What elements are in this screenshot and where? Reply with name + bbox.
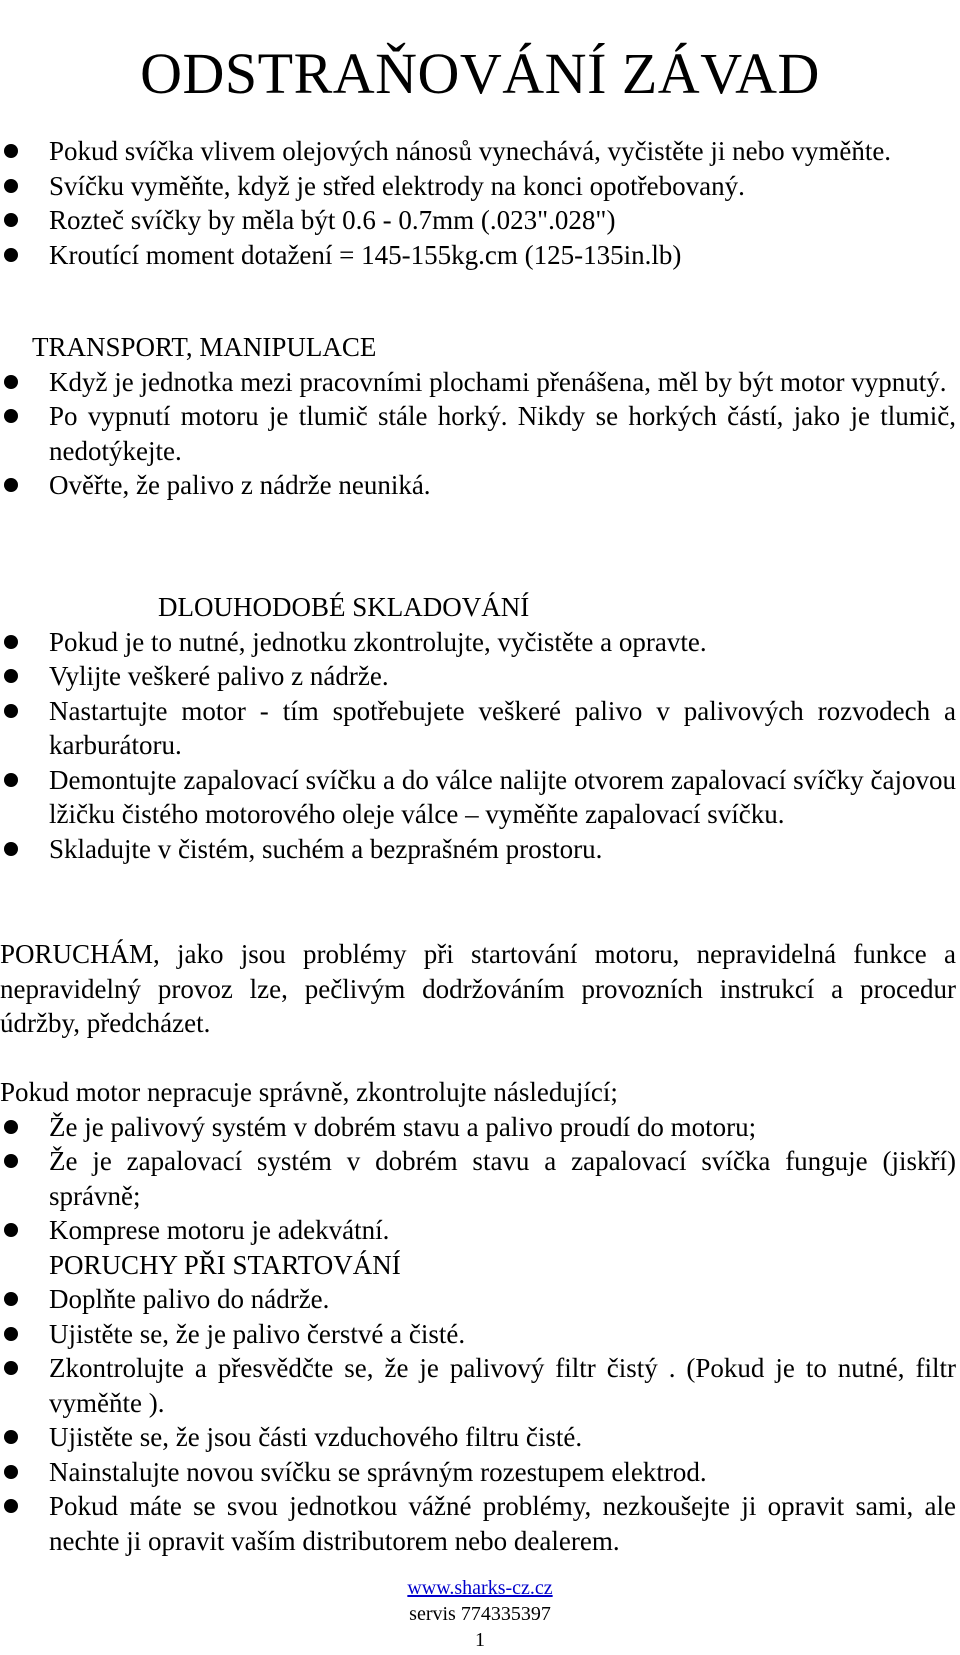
bullet-icon <box>4 1223 18 1237</box>
bullet-icon <box>4 478 18 492</box>
check-intro: Pokud motor nepracuje správně, zkontrolujte následující; <box>0 1077 618 1107</box>
list-item: Ověřte, že palivo z nádrže neuniká. <box>0 468 960 503</box>
start-list <box>0 1282 960 1558</box>
bullet-icon <box>4 248 18 262</box>
spark-plug-section <box>0 134 960 272</box>
bullet-icon <box>4 179 18 193</box>
bullet-icon <box>4 842 18 856</box>
list-item: Že je palivový systém v dobrém stavu a palivo proudí do motoru; <box>0 1110 960 1145</box>
spark-plug-list <box>0 134 960 272</box>
storage-section <box>0 590 960 866</box>
bullet-icon <box>4 1430 18 1444</box>
check-list <box>0 1110 960 1248</box>
bullet-icon <box>4 1154 18 1168</box>
list-item: Skladujte v čistém, suchém a bezprašném prostoru. <box>0 832 960 867</box>
list-item: Když je jednotka mezi pracovními plochami přenášena, měl by být motor vypnutý. <box>0 365 960 400</box>
list-item: Nastartujte motor - tím spotřebujete veškeré palivo v palivových rozvodech a karburátoru. <box>0 694 960 763</box>
list-item: Kroutící moment dotažení = 145-155kg.cm (125-135in.lb) <box>0 238 960 273</box>
faults-paragraph: PORUCHÁM, jako jsou problémy při startování motoru, nepravidelná funkce a nepravidelný provoz lze, pečlivým dodržováním provozních instrukcí a procedur údržby, předcházet. <box>0 939 956 1038</box>
list-item: Vylijte veškeré palivo z nádrže. <box>0 659 960 694</box>
faults-section <box>0 937 960 1041</box>
bullet-icon <box>4 1120 18 1134</box>
bullet-icon <box>4 144 18 158</box>
bullet-icon <box>4 635 18 649</box>
bullet-icon <box>4 409 18 423</box>
website-link[interactable]: www.sharks-cz.cz <box>407 1577 553 1599</box>
list-item: Nainstalujte novou svíčku se správným rozestupem elektrod. <box>0 1455 960 1490</box>
transport-list <box>0 365 960 503</box>
bullet-icon <box>4 773 18 787</box>
bullet-icon <box>4 1327 18 1341</box>
storage-heading: DLOUHODOBÉ SKLADOVÁNÍ <box>158 592 530 622</box>
transport-heading: TRANSPORT, MANIPULACE <box>32 332 377 362</box>
bullet-icon <box>4 704 18 718</box>
list-item: Ujistěte se, že jsou části vzduchového filtru čisté. <box>0 1420 960 1455</box>
bullet-icon <box>4 1465 18 1479</box>
bullet-icon <box>4 669 18 683</box>
list-item: Zkontrolujte a přesvědčte se, že je palivový filtr čistý . (Pokud je to nutné, filtr vyměňte ). <box>0 1351 960 1420</box>
list-item: Po vypnutí motoru je tlumič stále horký. Nikdy se horkých částí, jako je tlumič, nedotýkejte. <box>0 399 960 468</box>
page-number: 1 <box>475 1629 485 1651</box>
page-title: ODSTRAŇOVÁNÍ ZÁVAD <box>140 40 820 106</box>
list-item: Rozteč svíčky by měla být 0.6 - 0.7mm (.023".028") <box>0 203 960 238</box>
check-section <box>0 1075 960 1558</box>
list-item: Pokud je to nutné, jednotku zkontrolujte, vyčistěte a opravte. <box>0 625 960 660</box>
list-item: Doplňte palivo do nádrže. <box>0 1282 960 1317</box>
list-item: Že je zapalovací systém v dobrém stavu a zapalovací svíčka funguje (jiskří) správně; <box>0 1144 960 1213</box>
bullet-icon <box>4 213 18 227</box>
bullet-icon <box>4 1361 18 1375</box>
storage-list <box>0 625 960 867</box>
list-item: Pokud máte se svou jednotkou vážné problémy, nezkoušejte ji opravit sami, ale nechte ji opravit vaším distributorem nebo dealerem. <box>0 1489 960 1558</box>
list-item: Demontujte zapalovací svíčku a do válce nalijte otvorem zapalovací svíčky čajovou lžičku čistého motorového oleje válce – vyměňte zapalovací svíčku. <box>0 763 960 832</box>
list-item: Pokud svíčka vlivem olejových nánosů vynechává, vyčistěte ji nebo vyměňte. <box>0 134 960 169</box>
bullet-icon <box>4 1292 18 1306</box>
transport-section <box>0 330 960 503</box>
bullet-icon <box>4 375 18 389</box>
list-item: Svíčku vyměňte, když je střed elektrody na konci opotřebovaný. <box>0 169 960 204</box>
list-item: Komprese motoru je adekvátní. <box>0 1213 960 1248</box>
service-phone: servis 774335397 <box>409 1603 551 1625</box>
bullet-icon <box>4 1499 18 1513</box>
list-item: Ujistěte se, že je palivo čerstvé a čisté. <box>0 1317 960 1352</box>
start-heading: PORUCHY PŘI STARTOVÁNÍ <box>49 1249 401 1280</box>
page-footer <box>0 1575 960 1653</box>
